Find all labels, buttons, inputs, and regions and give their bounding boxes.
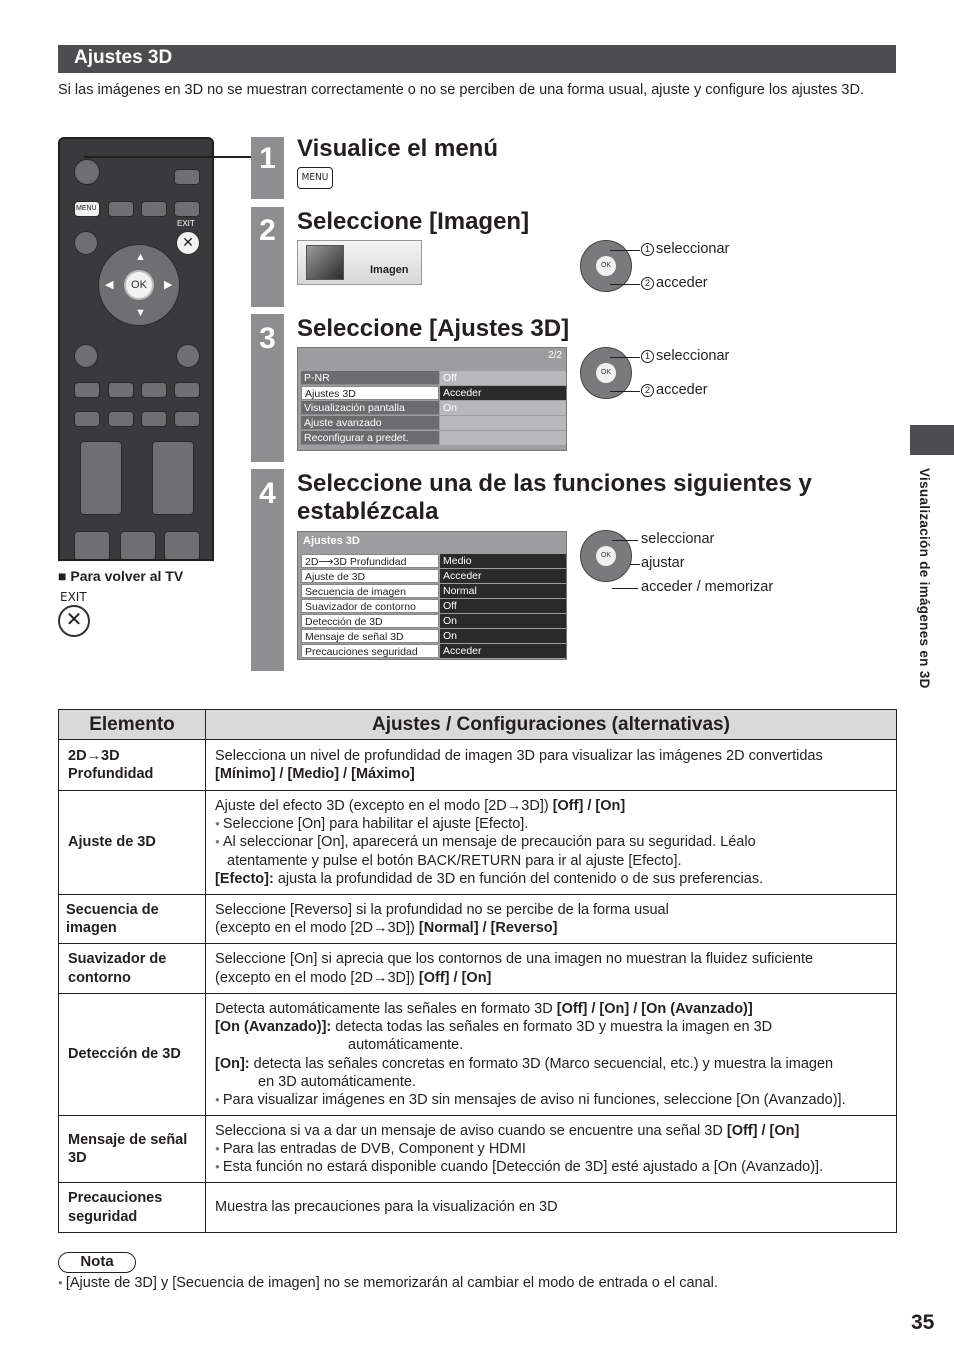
circled-1-icon: 1	[641, 243, 654, 256]
osd-page-indicator: 2/2	[548, 350, 562, 361]
osd-row-value: Off	[440, 599, 566, 613]
remote-key	[120, 531, 156, 561]
desc-line	[215, 1000, 896, 1018]
leader-line	[610, 250, 640, 251]
desc-line: Seleccione [On] si aprecia que los contornos de una imagen no muestran la fluidez suficiente	[215, 951, 814, 968]
row-element-name: Mensaje de señal 3D	[59, 1116, 206, 1183]
right-arrow-icon: ▶	[164, 279, 173, 291]
osd-row-value: Medio	[440, 554, 566, 568]
row-description	[206, 740, 897, 791]
osd-row-value: Acceder	[440, 644, 566, 658]
nav-wheel-icon	[580, 530, 632, 582]
nav-enter-label	[641, 275, 708, 291]
remote-key	[174, 201, 200, 217]
ok-label: OK	[596, 363, 616, 383]
osd-row-value: On	[440, 401, 566, 415]
nav-select-label	[641, 241, 729, 257]
desc-line	[215, 1018, 896, 1036]
desc-line	[215, 870, 896, 888]
desc-text: ajusta la profundidad de 3D en función del contenido o de sus preferencias.	[273, 870, 764, 887]
osd-row-name: Reconfigurar a predet.	[301, 431, 439, 445]
step-4-number: 4	[251, 469, 284, 671]
osd-row-value: On	[440, 629, 566, 643]
osd-row-value: Off	[440, 371, 566, 385]
desc-bullet: ● Esta función no estará disponible cuando [Detección de 3D] esté ajustado a [On (Avanzado)].	[215, 1158, 896, 1176]
imagen-label: Imagen	[370, 264, 409, 276]
remote-key	[164, 531, 200, 561]
nav-select-text: seleccionar	[656, 241, 730, 257]
row-description	[206, 895, 897, 944]
desc-bullet-continued: atentamente y pulse el botón BACK/RETURN para ir al ajuste [Efecto].	[227, 852, 682, 869]
note-text: ● [Ajuste de 3D] y [Secuencia de imagen] no se memorizarán al cambiar el modo de entrada o el canal.	[58, 1275, 718, 1291]
osd-row-name: P-NR	[301, 371, 439, 385]
chapter-title: Visualización de imágenes en 3D	[917, 468, 932, 689]
remote-key	[74, 531, 110, 561]
leader-line	[610, 357, 640, 358]
note-label: Nota	[58, 1252, 136, 1273]
desc-text: Detecta automáticamente las señales en formato 3D	[215, 1000, 557, 1017]
leader-line	[612, 540, 638, 541]
step-2-number: 2	[251, 207, 284, 307]
desc-line	[215, 1055, 896, 1073]
row-element-name: Detección de 3D	[59, 994, 206, 1116]
row-element-name: Precauciones seguridad	[59, 1183, 206, 1233]
circled-2-icon: 2	[641, 277, 654, 290]
leader-line	[630, 564, 640, 565]
desc-line	[215, 1122, 896, 1140]
osd-row-name: Mensaje de señal 3D	[301, 629, 439, 643]
back-to-tv-text: Para volver al TV	[70, 568, 184, 584]
row-description	[206, 1116, 897, 1183]
remote-key	[74, 382, 100, 398]
osd-row-value: Acceder	[440, 569, 566, 583]
remote-channel-rocker	[152, 441, 194, 515]
remote-key	[74, 231, 98, 255]
leader-line	[612, 588, 638, 589]
desc-options: [Off] / [On]	[418, 969, 492, 986]
circled-2-icon: 2	[641, 384, 654, 397]
remote-key	[108, 411, 134, 427]
row-element-name: Suavizador de contorno	[59, 944, 206, 994]
osd-row-value: Normal	[440, 584, 566, 598]
remote-menu-label: MENU	[76, 205, 97, 212]
desc-term: [Efecto]:	[215, 870, 274, 887]
page-number: 35	[911, 1311, 935, 1334]
nav-select-label	[641, 348, 729, 364]
osd-row-value	[440, 431, 566, 445]
osd-row-name: Visualización pantalla	[301, 401, 439, 415]
remote-control	[58, 137, 214, 561]
column-header-element: Elemento	[59, 710, 206, 740]
table-row	[59, 895, 897, 944]
ok-label: OK	[596, 546, 616, 566]
remote-key	[74, 344, 98, 368]
desc-options: [Off] / [On]	[552, 797, 626, 814]
nav-enter-store-label: acceder / memorizar	[641, 579, 774, 595]
step-3-title: Seleccione [Ajustes 3D]	[297, 315, 570, 342]
leader-line	[610, 284, 640, 285]
up-arrow-icon: ▲	[135, 251, 146, 263]
osd-row-name: Ajustes 3D	[301, 386, 439, 400]
remote-volume-rocker	[80, 441, 122, 515]
remote-ok-button: OK	[124, 270, 154, 300]
row-description	[206, 1183, 897, 1233]
nav-adjust-label: ajustar	[641, 555, 685, 571]
desc-line: Selecciona un nivel de profundidad de imagen 3D para visualizar las imágenes 2D convertidas	[215, 747, 823, 764]
down-arrow-icon: ▼	[135, 307, 146, 319]
desc-options: [Mínimo] / [Medio] / [Máximo]	[215, 766, 415, 782]
table-row	[59, 740, 897, 791]
imagen-menu-tile	[297, 240, 422, 285]
remote-key	[174, 382, 200, 398]
step-1-title: Visualice el menú	[297, 135, 498, 162]
settings-table	[58, 709, 897, 1233]
exit-button-icon: ✕	[58, 605, 90, 637]
circled-1-icon: 1	[641, 350, 654, 363]
3d-settings-osd	[297, 531, 567, 660]
desc-bullet: ● Seleccione [On] para habilitar el ajuste [Efecto].	[215, 815, 896, 833]
desc-bullet: ● Para visualizar imágenes en 3D sin mensajes de aviso ni funciones, seleccione [On (Avanzado)].	[215, 1091, 896, 1109]
nav-enter-label	[641, 382, 708, 398]
remote-key	[108, 201, 134, 217]
desc-line-continued: automáticamente.	[348, 1037, 464, 1054]
desc-options: [Off] / [On]	[726, 1122, 800, 1139]
picture-menu-osd	[297, 347, 567, 451]
desc-line: Seleccione [Reverso] si la profundidad no se percibe de la forma usual	[215, 901, 669, 918]
desc-line	[215, 969, 896, 987]
chapter-tab	[910, 425, 954, 455]
osd-row-value: Acceder	[440, 386, 566, 400]
desc-line: Muestra las precauciones para la visualización en 3D	[215, 1199, 558, 1216]
osd-row-value: On	[440, 614, 566, 628]
ok-label: OK	[596, 256, 616, 276]
step-2-title: Seleccione [Imagen]	[297, 208, 530, 235]
menu-button-icon: MENU	[297, 167, 333, 189]
remote-key	[141, 201, 167, 217]
nav-enter-text: acceder	[656, 382, 708, 398]
desc-text: (excepto en el modo [2D→3D])	[215, 969, 419, 986]
osd-row-name: Secuencia de imagen	[301, 584, 439, 598]
osd-row-name: Suavizador de contorno	[301, 599, 439, 613]
table-row	[59, 994, 897, 1116]
imagen-thumbnail-icon	[306, 245, 344, 280]
desc-text: detecta todas las señales en formato 3D y muestra la imagen en 3D	[331, 1018, 773, 1035]
table-row	[59, 1116, 897, 1183]
menu-callout-line	[84, 156, 252, 200]
section-title: Ajustes 3D	[58, 45, 896, 73]
desc-options: [Normal] / [Reverso]	[418, 920, 558, 936]
nav-select-text: seleccionar	[656, 348, 730, 364]
row-element-name: Ajuste de 3D	[59, 791, 206, 895]
remote-key	[108, 382, 134, 398]
osd-row-name: Precauciones seguridad	[301, 644, 439, 658]
desc-line	[215, 797, 896, 815]
row-element-name: 2D→3D Profundidad	[59, 740, 206, 791]
leader-line	[610, 391, 640, 392]
desc-text: detecta las señales concretas en formato 3D (Marco secuencial, etc.) y muestra la imagen	[249, 1055, 834, 1072]
desc-text: Ajuste del efecto 3D (excepto en el modo [2D→3D])	[215, 797, 553, 814]
remote-key	[74, 411, 100, 427]
desc-text: (excepto en el modo [2D→3D])	[215, 920, 419, 936]
nav-enter-text: acceder	[656, 275, 708, 291]
table-row	[59, 944, 897, 994]
desc-bullet: ● Para las entradas de DVB, Component y HDMI	[215, 1140, 896, 1158]
remote-exit-button: ✕	[176, 231, 200, 255]
step-4-title: Seleccione una de las funciones siguientes y establézcala	[297, 470, 812, 525]
row-description	[206, 791, 897, 895]
remote-key	[141, 411, 167, 427]
remote-key	[174, 411, 200, 427]
osd-row-name: Ajuste avanzado	[301, 416, 439, 430]
osd-row-value	[440, 416, 566, 430]
table-row	[59, 791, 897, 895]
remote-key	[141, 382, 167, 398]
exit-label: EXIT	[60, 590, 87, 604]
osd-row-name: Ajuste de 3D	[301, 569, 439, 583]
osd-row-name: 2D⟶3D Profundidad	[301, 554, 439, 568]
desc-line-continued: en 3D automáticamente.	[258, 1073, 416, 1090]
desc-bullet: ● Al seleccionar [On], aparecerá un mensaje de precaución para su seguridad. Léalo	[215, 833, 896, 851]
back-to-tv-label	[58, 568, 183, 584]
desc-options: [Off] / [On] / [On (Avanzado)]	[556, 1000, 753, 1017]
remote-exit-label: EXIT	[177, 219, 195, 228]
column-header-settings: Ajustes / Configuraciones (alternativas)	[206, 710, 897, 740]
row-description	[206, 994, 897, 1116]
remote-key	[176, 344, 200, 368]
osd-row-name: Detección de 3D	[301, 614, 439, 628]
step-1-number: 1	[251, 137, 284, 199]
left-arrow-icon: ◀	[105, 279, 114, 291]
remote-dpad	[98, 244, 180, 326]
table-header-row	[59, 710, 897, 740]
desc-term: [On (Avanzado)]:	[215, 1018, 332, 1035]
row-element-name: Secuencia de imagen	[59, 895, 206, 944]
desc-term: [On]:	[215, 1055, 250, 1072]
square-bullet-icon: ■	[58, 568, 71, 584]
nav-select-label: seleccionar	[641, 531, 715, 547]
row-description	[206, 944, 897, 994]
osd-title: Ajustes 3D	[303, 535, 360, 547]
step-3-number: 3	[251, 314, 284, 462]
desc-text: Selecciona si va a dar un mensaje de aviso cuando se encuentre una señal 3D	[215, 1122, 727, 1139]
table-row	[59, 1183, 897, 1233]
desc-line	[215, 919, 896, 937]
intro-text: Si las imágenes en 3D no se muestran correctamente o no se perciben de una forma usual, ajuste y configure los ajustes 3D.	[58, 82, 864, 98]
